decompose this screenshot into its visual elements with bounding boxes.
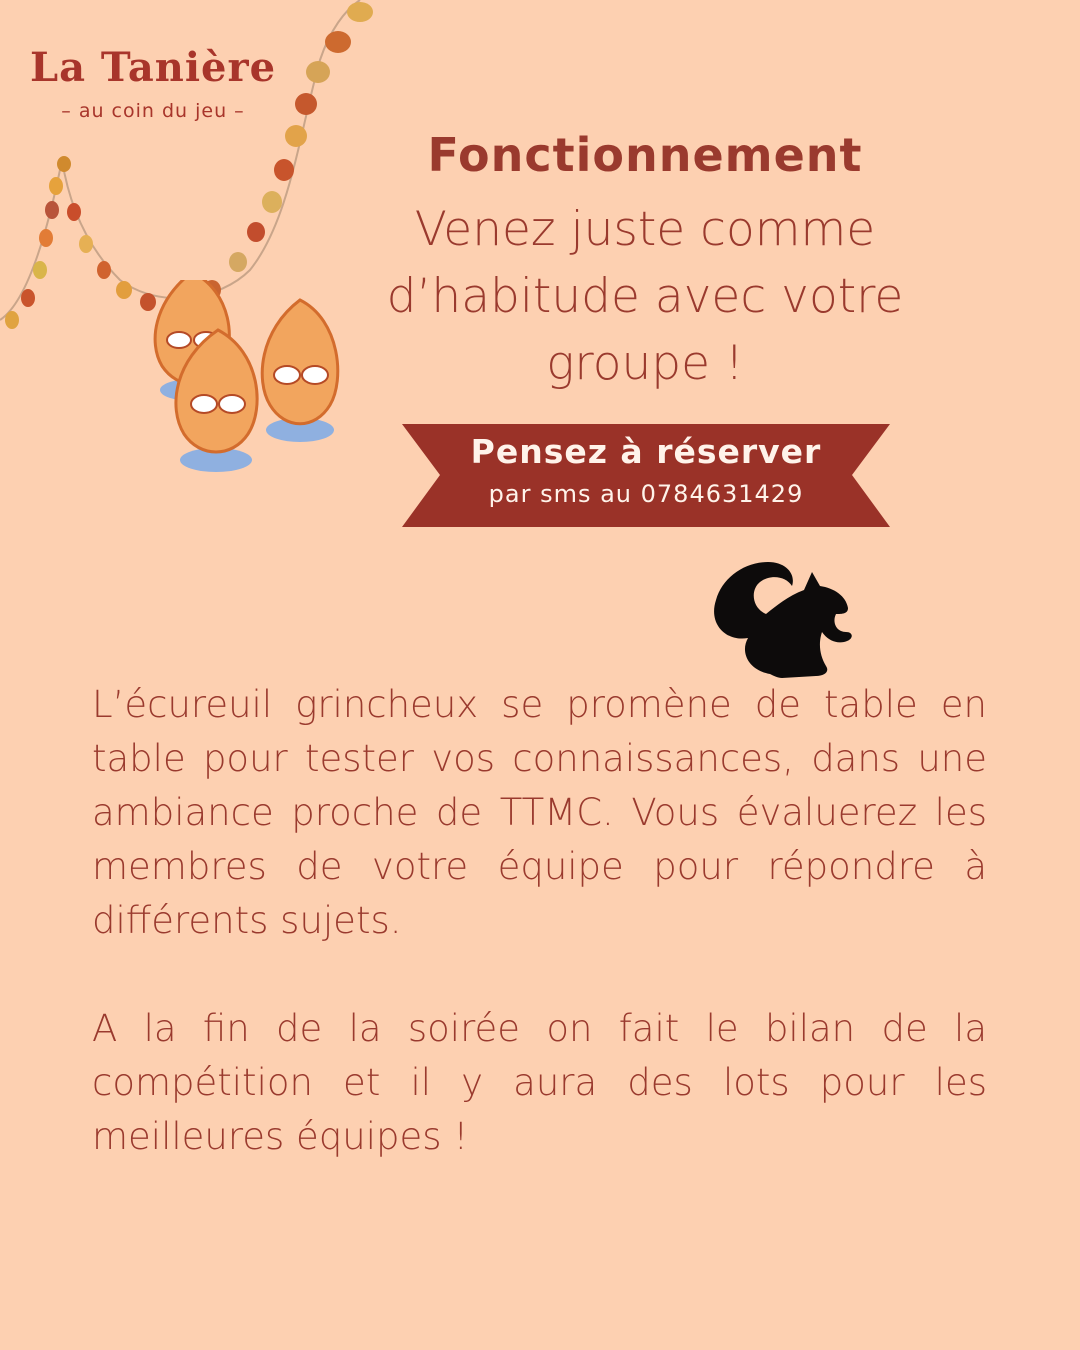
logo xyxy=(28,44,278,122)
reservation-phone: par sms au 0784631429 xyxy=(488,480,804,508)
logo-subtitle: – au coin du jeu – xyxy=(61,100,245,122)
intro-text: Venez juste comme d’habitude avec votre groupe ! xyxy=(386,202,904,391)
description xyxy=(92,678,987,1164)
logo-title: La Tanière xyxy=(29,44,277,91)
reservation-title: Pensez à réserver xyxy=(470,432,822,471)
description-paragraph-1: L’écureuil grincheux se promène de table en table pour tester vos connaissances, dans une ambiance proche de TTMC. Vous évaluerez les membres de votre équipe pour répondre à différents sujets. xyxy=(92,683,987,942)
description-paragraph-2: A la fin de la soirée on fait le bilan de la compétition et il y aura des lots pour les meilleures équipes ! xyxy=(92,1007,987,1158)
mascot-flames xyxy=(140,280,360,480)
squirrel-icon xyxy=(708,552,858,682)
page-title: Fonctionnement xyxy=(427,128,863,182)
reservation-banner xyxy=(402,424,890,527)
